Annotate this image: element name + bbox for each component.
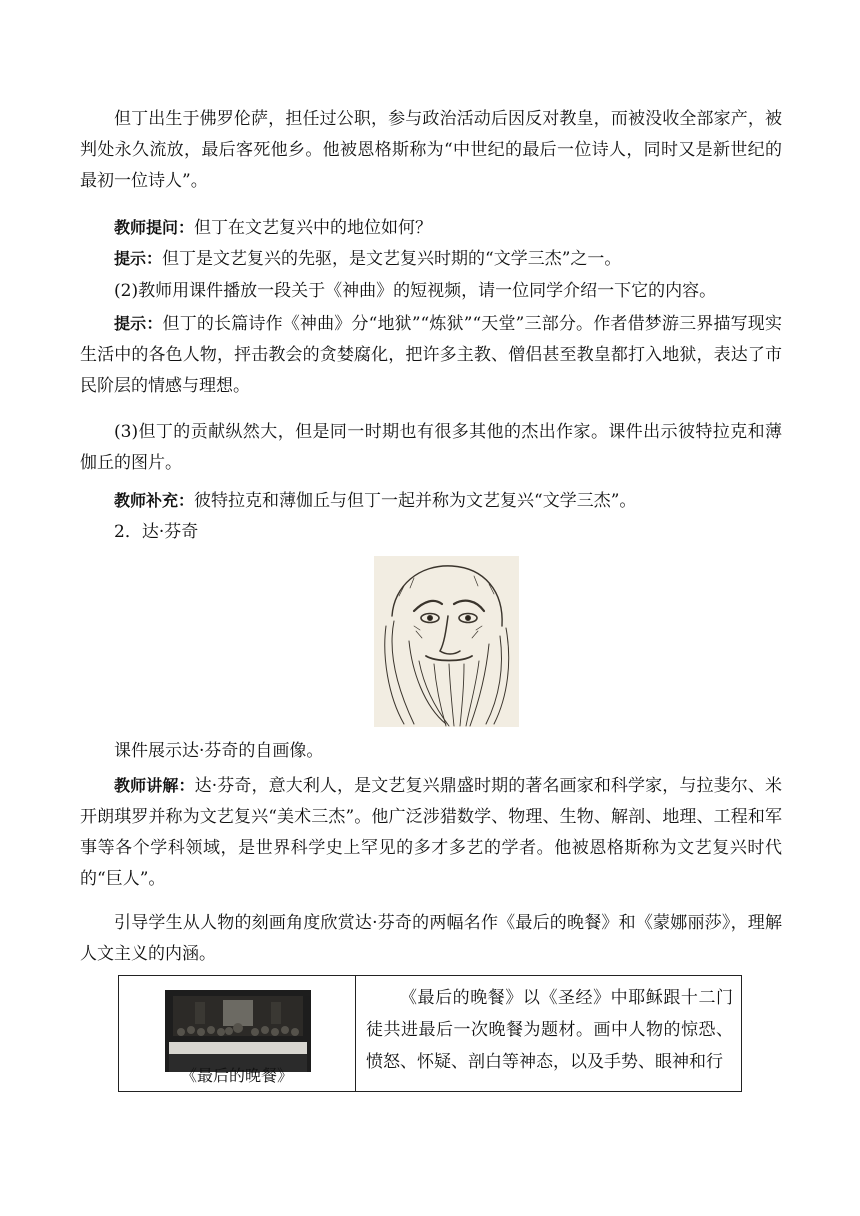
text-teacher-question: 但丁在文艺复兴中的地位如何？ <box>194 218 433 238</box>
paragraph-hint-1 <box>80 243 782 275</box>
paragraph-portrait-caption: 课件展示达·芬奇的自画像。 <box>114 741 324 761</box>
text-teacher-supplement: 彼特拉克和薄伽丘与但丁一起并称为文艺复兴“文学三杰”。 <box>194 491 637 511</box>
section-heading-da-vinci: 2．达·芬奇 <box>114 522 199 542</box>
label-teacher-question: 教师提问： <box>114 218 195 237</box>
paragraph-dante-bio: 但丁出生于佛罗伦萨，担任过公职，参与政治活动后因反对教皇，而被没收全部家产，被判处永久流放，最后客死他乡。他被恩格斯称为“中世纪的最后一位诗人，同时又是新世纪的最初一位诗人”。 <box>80 109 782 191</box>
paragraph-hint-2 <box>80 308 782 402</box>
paragraph-step-3: (3)但丁的贡献纵然大，但是同一时期也有很多其他的杰出作家。课件出示彼特拉克和薄伽丘的图片。 <box>80 422 782 473</box>
paragraph-guide: 引导学生从人物的刻画角度欣赏达·芬奇的两幅名作《最后的晚餐》和《蒙娜丽莎》，理解人文主义的内涵。 <box>80 913 782 964</box>
paragraph-teacher-supplement <box>80 485 782 517</box>
text-hint-2: 但丁的长篇诗作《神曲》分“地狱”“炼狱”“天堂”三部分。作者借梦游三界描写现实生活中的各色人物，抨击教会的贪婪腐化，把许多主教、僧侣甚至教皇都打入地狱，表达了市民阶层的情感与理想。 <box>80 314 782 396</box>
paragraph-teacher-question <box>80 212 782 244</box>
label-teacher-supplement: 教师补充： <box>114 491 195 510</box>
description-cell: 《最后的晚餐》以《圣经》中耶稣跟十二门徒共进最后一次晚餐为题材。画中人物的惊恐、愤怒、怀疑、剖白等神态，以及手势、眼神和行 <box>356 976 742 1092</box>
last-supper-image <box>165 990 311 1072</box>
paragraph-teacher-lecture <box>80 770 782 895</box>
label-hint-1: 提示： <box>114 249 163 268</box>
text-teacher-lecture: 达·芬奇，意大利人，是文艺复兴鼎盛时期的著名画家和科学家，与拉斐尔、米开朗琪罗并称为文艺复兴“美术三杰”。他广泛涉猎数学、物理、生物、解剖、地理、工程和军事等各个学科领域，是世界科学史上罕见的多才多艺的学者。他被恩格斯称为文艺复兴时代的“巨人”。 <box>80 776 782 889</box>
label-hint-2: 提示： <box>114 314 163 333</box>
table-row <box>119 976 742 1092</box>
last-supper-caption: 《最后的晚餐》 <box>180 1066 293 1085</box>
text-hint-1: 但丁是文艺复兴的先驱，是文艺复兴时期的“文学三杰”之一。 <box>162 249 622 269</box>
label-teacher-lecture: 教师讲解： <box>114 776 195 795</box>
paragraph-step-2: (2)教师用课件播放一段关于《神曲》的短视频，请一位同学介绍一下它的内容。 <box>114 281 717 301</box>
image-cell <box>119 976 356 1092</box>
artwork-table <box>118 975 742 1092</box>
da-vinci-self-portrait-image <box>374 556 519 727</box>
